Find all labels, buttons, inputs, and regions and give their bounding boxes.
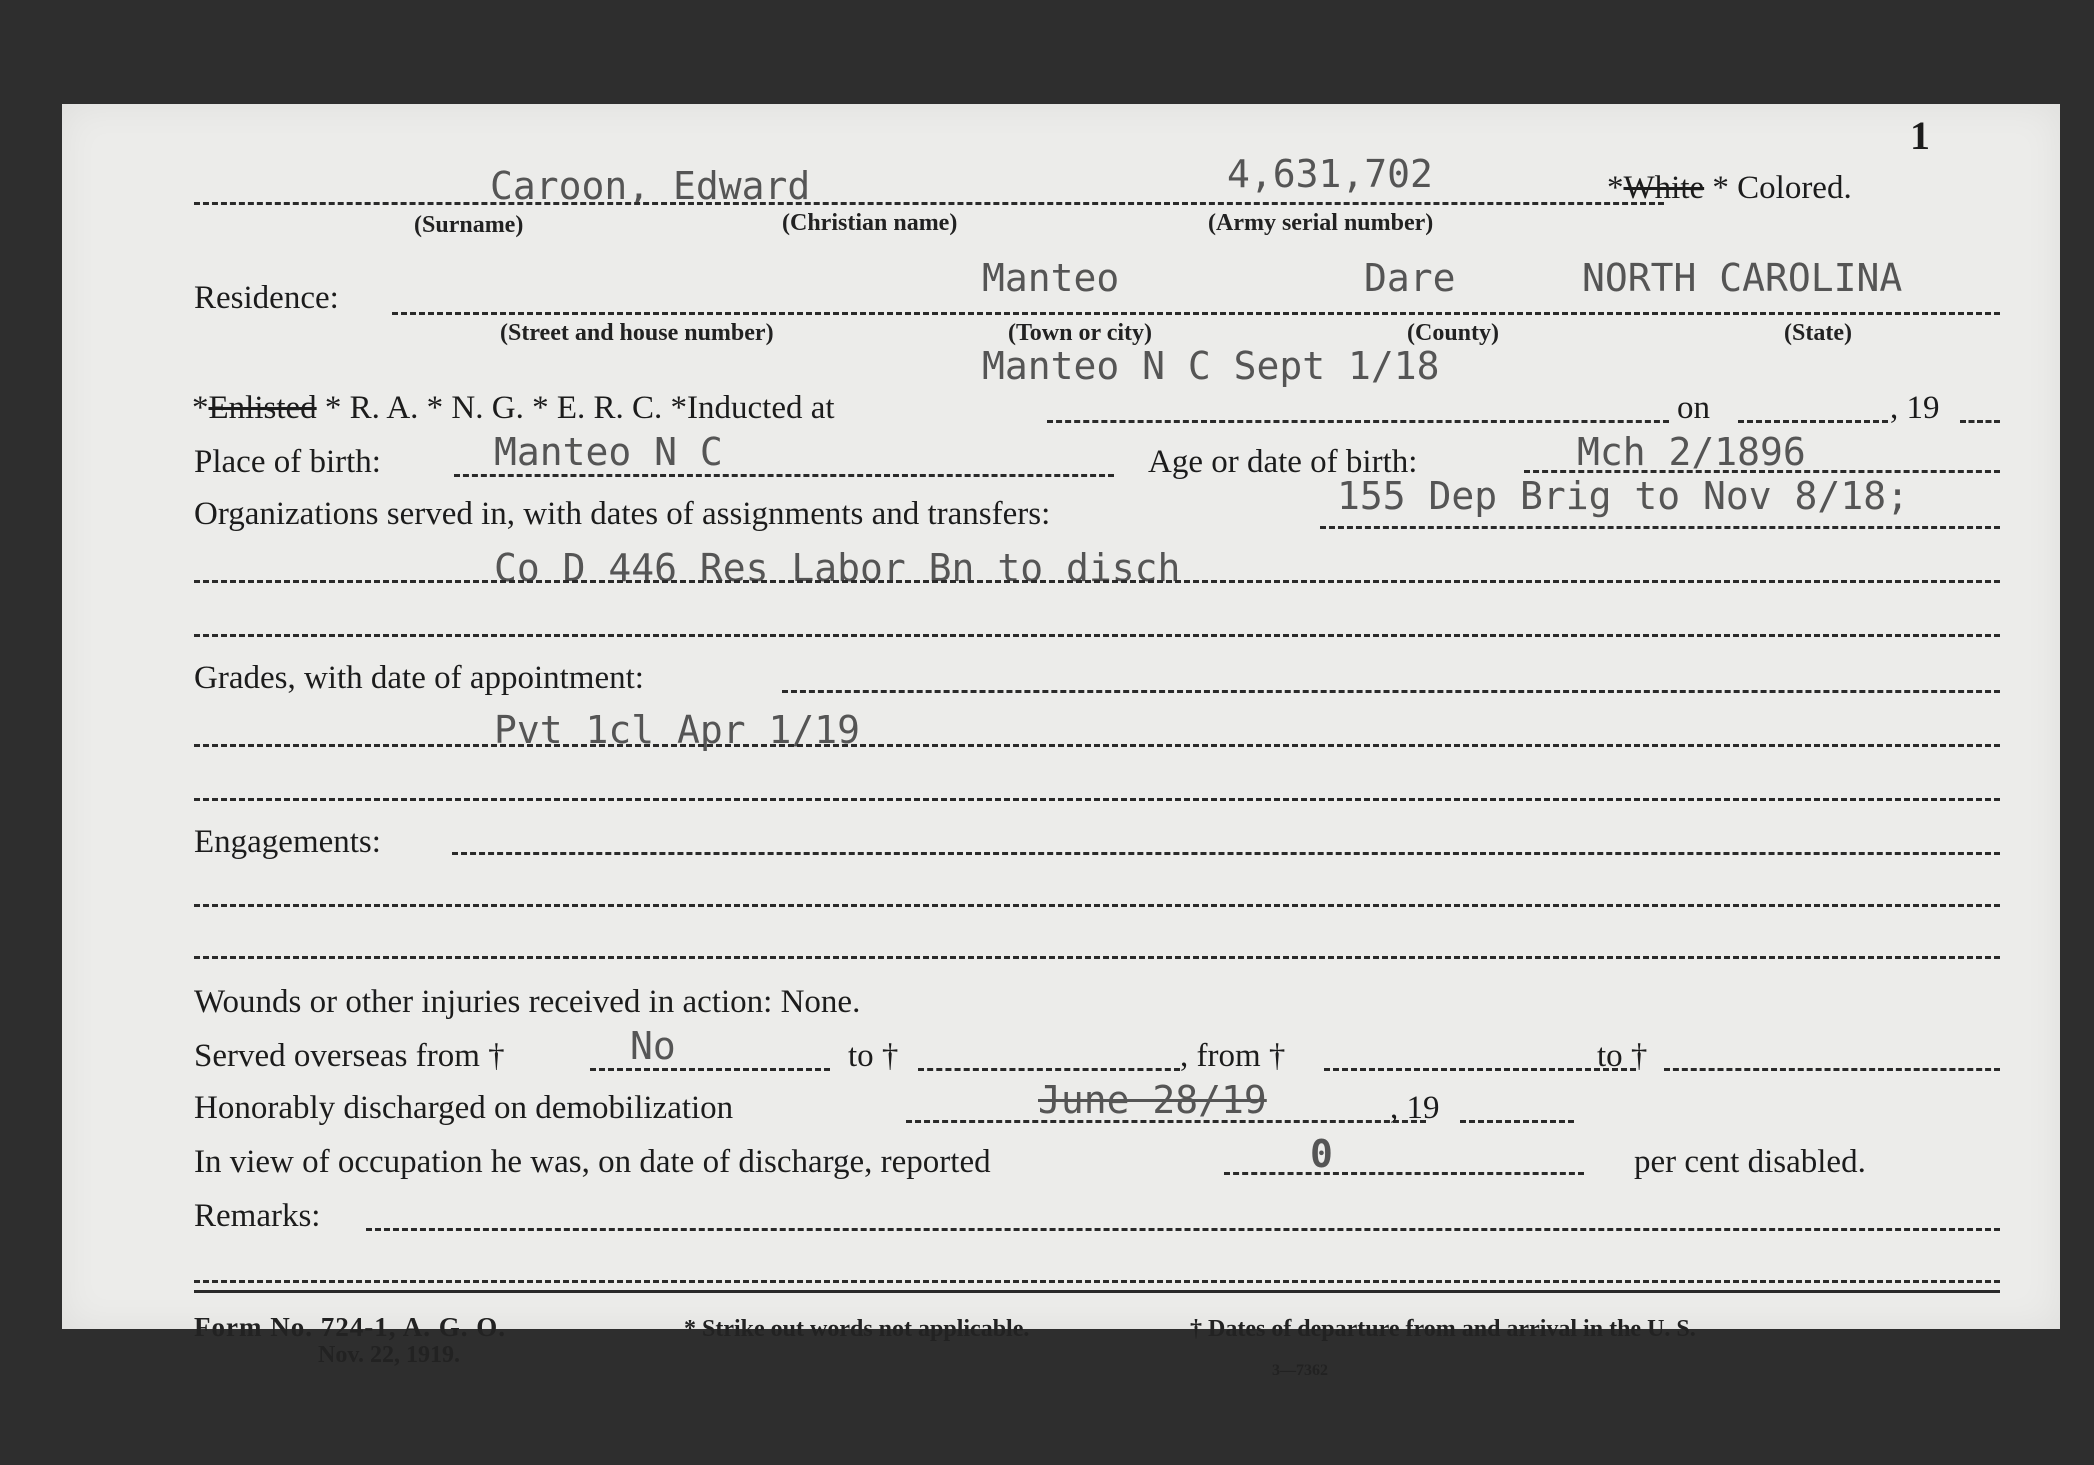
dates-note: † Dates of departure from and arrival in the U. S. xyxy=(1190,1316,1696,1342)
race-star-2: * xyxy=(1712,170,1729,206)
service-record-card xyxy=(62,104,2060,1379)
disability-line xyxy=(1224,1172,1584,1175)
engagements-rule-1 xyxy=(452,852,2000,855)
soldier-name: Caroon, Edward xyxy=(490,164,811,208)
induction-date-line xyxy=(1738,420,1888,423)
organizations-line-2: Co D 446 Res Labor Bn to disch xyxy=(494,546,1181,590)
discharge-year-label: , 19 xyxy=(1390,1090,1440,1126)
overseas-from-value: No xyxy=(630,1024,676,1068)
wounds-label: Wounds or other injuries received in action: None. xyxy=(194,984,861,1020)
disability-label: In view of occupation he was, on date of discharge, reported xyxy=(194,1144,991,1180)
discharge-year-line xyxy=(1460,1120,1574,1123)
print-code: 3—7362 xyxy=(1272,1362,1328,1379)
name-line xyxy=(194,202,1664,205)
overseas-from-label: Served overseas from † xyxy=(194,1038,505,1074)
residence-line xyxy=(392,312,2000,315)
disability-value: 0 xyxy=(1310,1132,1333,1176)
overseas-from2-label: , from † xyxy=(1180,1038,1286,1074)
form-date: Nov. 22, 1919. xyxy=(318,1342,461,1368)
remarks-rule-1 xyxy=(366,1228,2000,1231)
discharge-label: Honorably discharged on demobilization xyxy=(194,1090,734,1126)
surname-caption: (Surname) xyxy=(414,212,524,238)
grades-rule-3 xyxy=(194,798,2000,801)
county-caption: (County) xyxy=(1407,320,1500,346)
organizations-rule-3 xyxy=(194,634,2000,637)
overseas-from-line xyxy=(590,1068,830,1071)
service-type-line xyxy=(192,390,835,427)
induction-line xyxy=(1047,420,1669,423)
overseas-to-line xyxy=(918,1068,1180,1071)
street-caption: (Street and house number) xyxy=(500,320,774,346)
organizations-line-1: 155 Dep Brig to Nov 8/18; xyxy=(1337,474,1909,518)
residence-county: Dare xyxy=(1364,256,1456,300)
army-serial-number: 4,631,702 xyxy=(1227,152,1433,196)
serial-caption: (Army serial number) xyxy=(1208,210,1434,236)
induction-year-label: , 19 xyxy=(1890,390,1940,426)
overseas-to-label: to † xyxy=(848,1038,899,1074)
organizations-rule-1 xyxy=(1320,526,2000,529)
strike-note: * Strike out words not applicable. xyxy=(684,1316,1030,1342)
service-type-rest: * R. A. * N. G. * E. R. C. *Inducted at xyxy=(324,390,835,426)
race-star: * xyxy=(1607,170,1624,206)
card-number: 1 xyxy=(1910,113,1930,158)
footer-rule xyxy=(194,1290,2000,1293)
induction-place-date: Manteo N C Sept 1/18 xyxy=(982,344,1440,388)
place-of-birth-label: Place of birth: xyxy=(194,444,381,480)
organizations-label: Organizations served in, with dates of assignments and transfers: xyxy=(194,496,1051,532)
form-number: Form No. 724-1, A. G. O. xyxy=(194,1312,506,1342)
christian-name-caption: (Christian name) xyxy=(782,210,958,236)
organizations-rule-2 xyxy=(194,580,2000,583)
discharge-line xyxy=(906,1120,1426,1123)
residence-label: Residence: xyxy=(194,280,339,316)
induction-on-label: on xyxy=(1677,390,1710,426)
discharge-date: June 28/19 xyxy=(1038,1078,1267,1122)
engagements-rule-3 xyxy=(194,956,2000,959)
place-of-birth: Manteo N C xyxy=(494,430,723,474)
date-of-birth-line xyxy=(1524,470,2000,473)
grades-label: Grades, with date of appointment: xyxy=(194,660,644,696)
induction-year-line xyxy=(1960,420,2000,423)
town-caption: (Town or city) xyxy=(1008,320,1152,346)
overseas-to2-line xyxy=(1664,1068,2000,1071)
disability-suffix: per cent disabled. xyxy=(1634,1144,1866,1180)
residence-town: Manteo xyxy=(982,256,1120,300)
grades-rule-2 xyxy=(194,744,2000,747)
enlisted-star: * xyxy=(192,390,209,426)
enlisted-struck: Enlisted xyxy=(208,390,317,426)
grade-value: Pvt 1cl Apr 1/19 xyxy=(494,708,861,752)
race-white: White xyxy=(1623,170,1705,206)
engagements-label: Engagements: xyxy=(194,824,381,860)
residence-state: NORTH CAROLINA xyxy=(1582,256,1903,300)
overseas-to2-label: to † xyxy=(1597,1038,1648,1074)
race-colored: Colored. xyxy=(1737,170,1852,206)
remarks-label: Remarks: xyxy=(194,1198,321,1234)
engagements-rule-2 xyxy=(194,904,2000,907)
state-caption: (State) xyxy=(1784,320,1852,346)
grades-rule-1 xyxy=(782,690,2000,693)
remarks-rule-2 xyxy=(194,1280,2000,1283)
race-field xyxy=(1607,170,1852,207)
date-of-birth: Mch 2/1896 xyxy=(1577,430,1806,474)
date-of-birth-label: Age or date of birth: xyxy=(1148,444,1418,480)
place-of-birth-line xyxy=(454,474,1114,477)
overseas-from2-line xyxy=(1324,1068,1636,1071)
